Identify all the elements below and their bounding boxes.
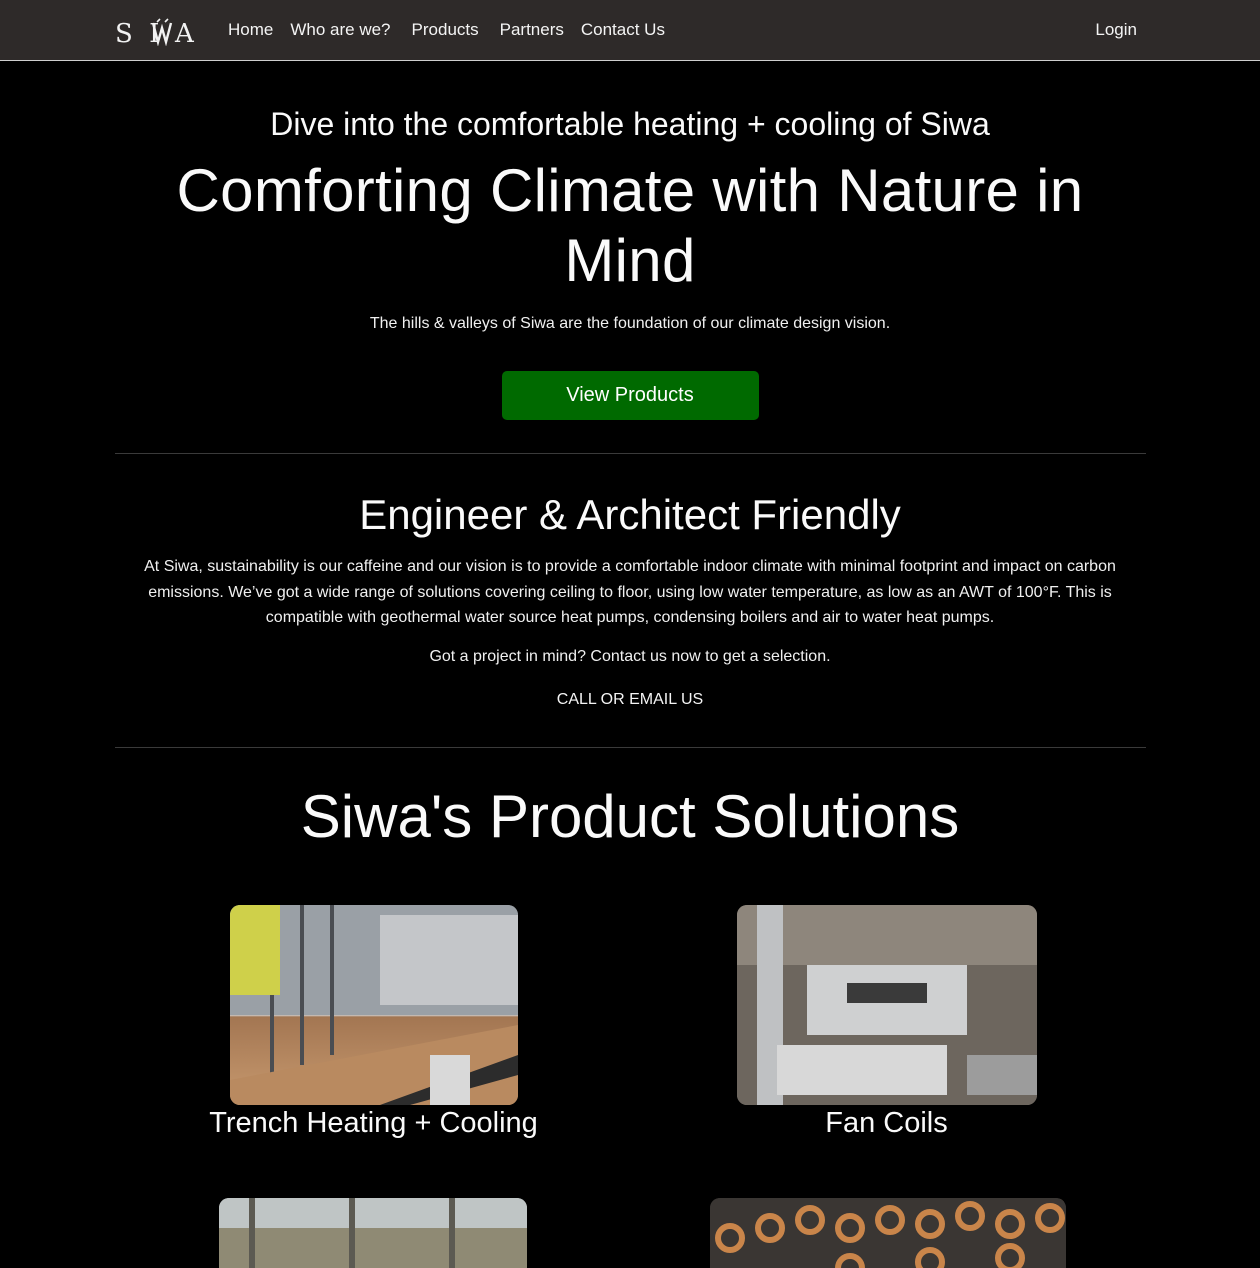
- product-image-3[interactable]: [219, 1198, 527, 1268]
- hero-subtitle: The hills & valleys of Siwa are the foundation of our climate design vision.: [369, 315, 891, 332]
- fan-coil-photo-illustration: [737, 905, 1037, 1105]
- nav-products[interactable]: Products: [411, 20, 479, 39]
- product-card-fan-coils[interactable]: [737, 905, 1037, 1140]
- siwa-logo[interactable]: [114, 18, 202, 46]
- engineer-section: [115, 454, 1146, 710]
- nav-partners[interactable]: Partners: [499, 20, 564, 39]
- navbar: [0, 0, 1260, 61]
- hero-title: Comforting Climate with Nature in Mind: [176, 157, 1084, 294]
- svg-text:S I: S I: [115, 19, 164, 46]
- product-caption[interactable]: Fan Coils: [825, 1106, 948, 1139]
- trench-photo-illustration: [230, 905, 518, 1105]
- section-divider: [115, 747, 1146, 748]
- login-link[interactable]: Login: [1095, 20, 1137, 39]
- nav-home[interactable]: Home: [228, 20, 274, 39]
- product-caption[interactable]: Trench Heating + Cooling: [209, 1106, 538, 1139]
- coil-photo-illustration: [710, 1198, 1066, 1268]
- hero-section: [115, 61, 1146, 420]
- product-card-trench[interactable]: [206, 905, 542, 1140]
- glass-photo-illustration: [219, 1198, 527, 1268]
- engineer-body: At Siwa, sustainability is our caffeine and our vision is to provide a comfortable indoor climate with minimal footprint and impact on carbon emissions. We’ve got a wide range of solutions covering ceiling to floor, using low water temperature, as low as an AWT of 100°F. This is compatible with geothermal water source heat pumps, condensing boilers and air to water heat pumps.: [144, 558, 1116, 626]
- product-card-4[interactable]: [710, 1198, 1066, 1268]
- trench-heating-image[interactable]: [230, 905, 518, 1105]
- nav-contact-us[interactable]: Contact Us: [580, 20, 665, 39]
- fan-coils-image[interactable]: [737, 905, 1037, 1105]
- engineer-title: Engineer & Architect Friendly: [359, 491, 901, 538]
- products-title: Siwa's Product Solutions: [300, 782, 960, 850]
- svg-text:A: A: [175, 19, 197, 46]
- navbar-inner: [114, 0, 1137, 60]
- siwa-logo-icon: [115, 18, 201, 46]
- engineer-cta: Got a project in mind? Contact us now to get a selection.: [429, 647, 831, 665]
- nav-links: [228, 20, 682, 40]
- nav-who-are-we[interactable]: Who are we?: [290, 20, 391, 39]
- hero-kicker: Dive into the comfortable heating + cooling of Siwa: [270, 106, 990, 142]
- view-products-button[interactable]: View Products: [502, 371, 759, 420]
- product-image-4[interactable]: [710, 1198, 1066, 1268]
- product-grid: [115, 850, 1146, 1268]
- call-or-email-link[interactable]: CALL OR EMAIL US: [556, 690, 704, 708]
- product-card-3[interactable]: [219, 1198, 527, 1268]
- products-section: [115, 784, 1146, 1268]
- main-content: [115, 61, 1146, 1268]
